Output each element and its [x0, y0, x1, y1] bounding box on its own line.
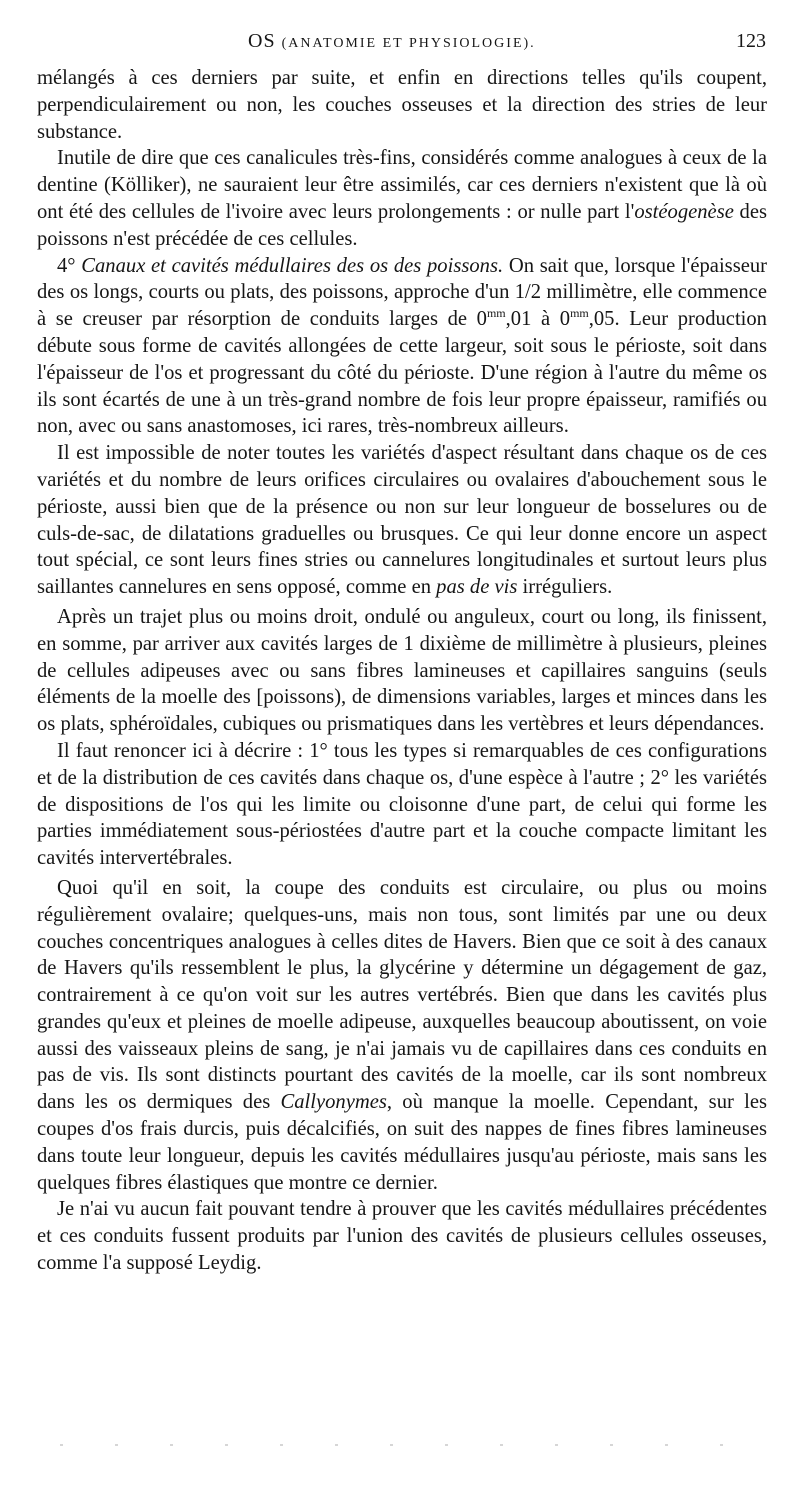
- paragraph-5: Après un trajet plus ou moins droit, ondulé ou anguleux, court ou long, ils finissent, en somme, par arriver aux cavités larges de 1 dixième de millimètre à plusieurs, pleines de cellules adipeuses avec ou sans fibres lamineuses et capillaires sanguins (seuls éléments de la moelle des [poissons), de dimensions variables, larges et minces dans les os plats, sphéroïdales, cubiques ou prismatiques dans les vertèbres et leurs dépendances.: [37, 605, 767, 736]
- paragraph-7: [37, 875, 767, 1197]
- paragraph-1: mélangés à ces derniers par suite, et enfin en directions telles qu'ils coupent, perpendiculairement ou non, les couches osseuses et la direction des stries de leur substance.: [37, 67, 767, 143]
- unit-mm-2: mm: [570, 306, 589, 321]
- paragraph-3-text-a: On sait que, lorsque l'épaisseur des os longs, courts ou plats, des poissons, approche d'un 1/2 millimètre, elle commence à se creuser par résorption de conduits larges de 0: [37, 254, 767, 331]
- paragraph-4-text-b: irréguliers.: [517, 576, 613, 599]
- paragraph-2-italic-term: ostéogenèse: [634, 200, 734, 223]
- section-heading: Canaux et cavités médullaires des os des poissons.: [81, 254, 504, 277]
- paragraph-7-italic-term: Callyonymes: [280, 1091, 387, 1114]
- paragraph-2-text-b: des poissons n'est précédée de ces cellules.: [37, 200, 767, 250]
- running-title-os: OS: [248, 30, 276, 52]
- paragraph-3-text-c: ,05. Leur production débute sous forme de cavités allongées de cette largeur, soit sous le périoste, soit dans l'épaisseur de l'os et progressant du côté du périoste. D'une région à l'autre du même os ils sont écartés de une à un très-grand nombre de fois leur propre épaisseur, ramifiés ou non, avec ou sans anastomoses, ici rares, très-nombreux ailleurs.: [37, 308, 767, 438]
- paragraph-3-section-4: [37, 253, 767, 441]
- paragraph-7-text-a: Quoi qu'il en soit, la coupe des conduits est circulaire, ou plus ou moins régulièrement ovalaire; quelques-uns, mais non tous, sont limités par une ou deux couches concentriques analogues à celles dites de Havers. Bien que ce soit à des canaux de Havers qu'ils ressemblent le plus, la glycérine y détermine un dégagement de gaz, contrairement à ce qu'on voit sur les autres vertébrés. Bien que dans les cavités plus grandes qu'eux et pleines de moelle adipeuse, auxquelles beaucoup aboutissent, on voie aussi des vaisseaux pleins de sang, je n'ai jamais vu de capillaires dans ces conduits en pas de vis. Ils sont distincts pourtant des cavités de la moelle, car ils sont nombreux dans les os dermiques des: [37, 876, 767, 1114]
- paragraph-4-text-a: Il est impossible de noter toutes les variétés d'aspect résultant dans chaque os de ces variétés et du nombre de leurs orifices circulaires ou ovalaires d'abouchement sous le périoste, aussi bien que de la présence ou non sur leur longueur de bosselures ou de culs-de-sac, de dilatations graduelles ou brusques. Ce qui leur donne encore un aspect tout spécial, ce sont leurs fines stries ou cannelures longitudinales et surtout leurs plus saillantes cannelures en sens opposé, comme en: [37, 442, 767, 599]
- paragraph-2: [37, 145, 767, 252]
- paragraph-7-text-b: , où manque la moelle. Cependant, sur les coupes d'os frais durcis, puis décalcifiés, on suit des nappes de fines fibres lamineuses dans toute leur longueur, depuis les cavités médullaires jusqu'au périoste, mais sans les quelques fibres élastiques que montre ce dernier.: [37, 1091, 767, 1194]
- page-number: 123: [736, 30, 766, 52]
- running-title: [248, 30, 536, 53]
- running-head: [0, 30, 800, 60]
- paragraph-4-italic-term: pas de vis: [436, 576, 518, 599]
- paragraph-6: Il faut renoncer ici à décrire : 1° tous les types si remarquables de ces configurations et de la distribution de ces cavités dans chaque os, d'une espèce à l'autre ; 2° les variétés de dispositions de l'os qui les limite ou cloisonne d'une part, de celui qui forme les parties immédiatement sous-périostées d'autre part et la couche compacte limitant les cavités intervertébrales.: [37, 739, 767, 870]
- body-text: [37, 65, 767, 1277]
- running-title-subtitle: (ANATOMIE ET PHYSIOLOGIE).: [281, 36, 536, 51]
- unit-mm-1: mm: [486, 306, 506, 321]
- paragraph-4: [37, 440, 767, 601]
- scan-artifact-line: [60, 1444, 770, 1446]
- paragraph-8: Je n'ai vu aucun fait pouvant tendre à prouver que les cavités médullaires précédentes et ces conduits fussent produits par l'union des cavités de plusieurs cellules osseuses, comme l'a supposé Leydig.: [37, 1198, 767, 1275]
- section-number: 4°: [57, 254, 76, 277]
- paragraph-2-text-a: Inutile de dire que ces canalicules très-fins, considérés comme analogues à ceux de la dentine (Kölliker), ne sauraient leur être assimilés, car ces derniers n'existent que là où ont été des cellules de l'ivoire avec leurs prolongements : or nulle part l': [37, 147, 767, 223]
- paragraph-3-text-b: ,01 à 0: [505, 308, 571, 331]
